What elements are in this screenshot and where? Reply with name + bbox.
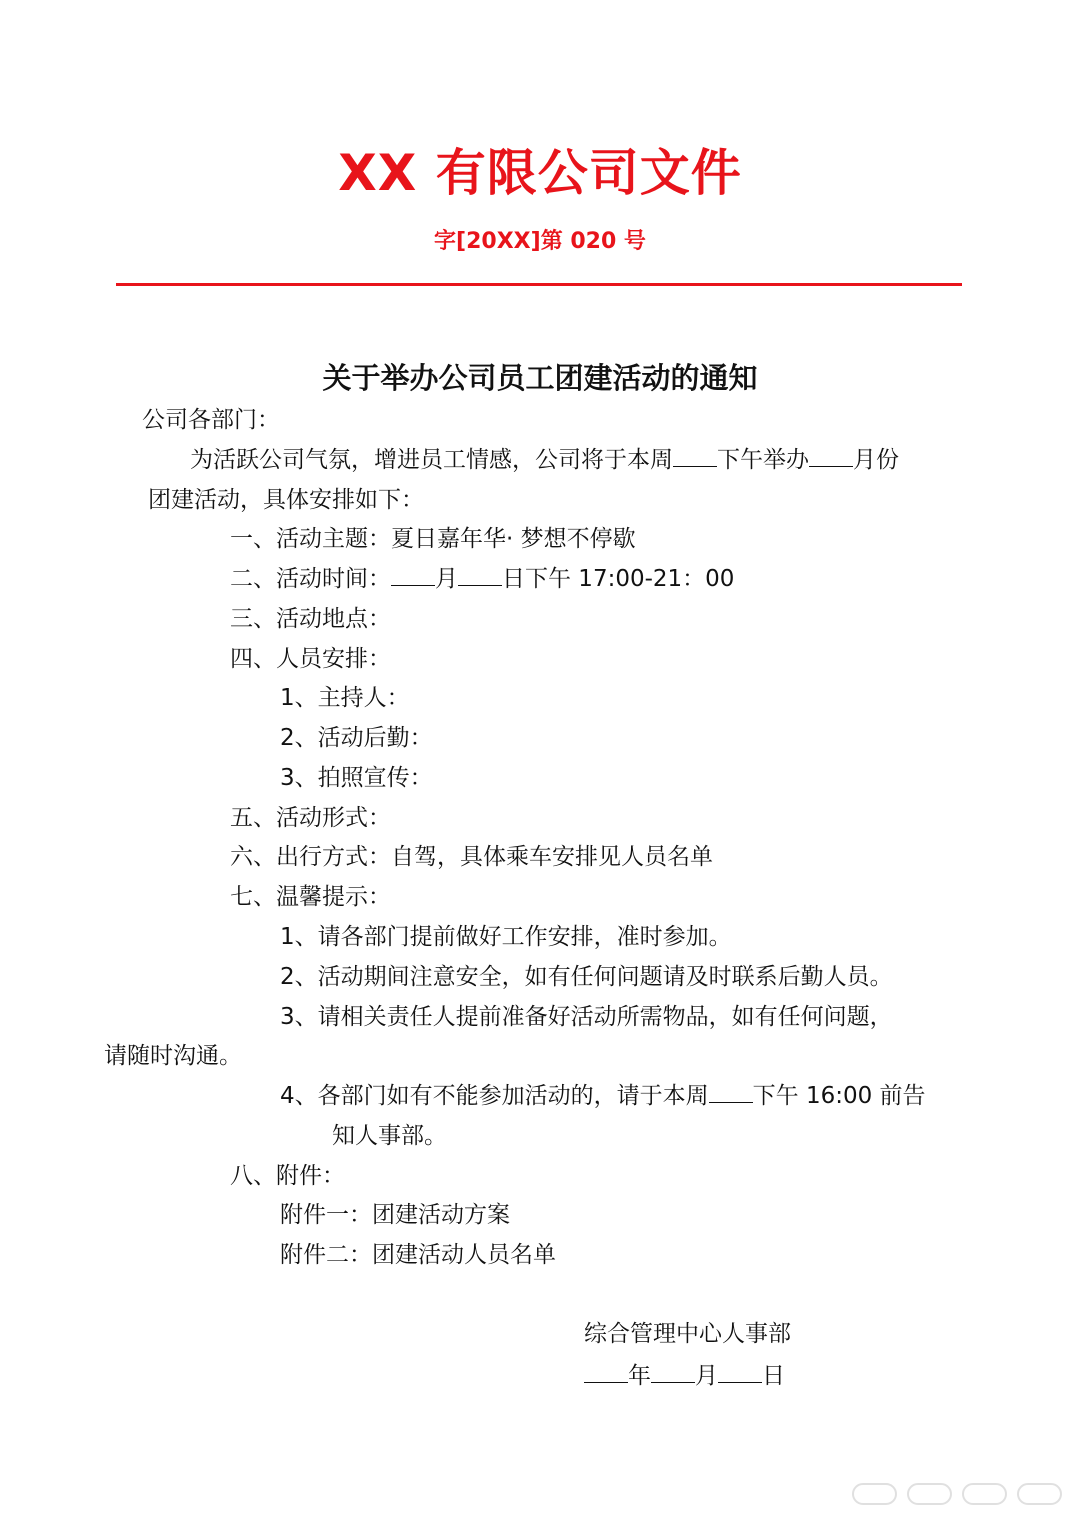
blank-weekday bbox=[673, 444, 717, 467]
tip-4-text-1: 4、各部门如有不能参加活动的，请于本周 bbox=[280, 1083, 709, 1109]
watermark-dot bbox=[962, 1483, 1007, 1505]
date-day-label: 日 bbox=[762, 1363, 785, 1389]
item-time bbox=[230, 563, 734, 595]
intro-line-2: 团建活动，具体安排如下： bbox=[148, 487, 424, 513]
blank-year bbox=[584, 1360, 628, 1383]
watermark-dot bbox=[1017, 1483, 1062, 1505]
item-tips: 七、温馨提示： bbox=[230, 884, 391, 910]
document-number: 字[20XX]第 020 号 bbox=[434, 229, 646, 254]
item-attachments: 八、附件： bbox=[230, 1163, 345, 1189]
item-staff-logistics: 2、活动后勤： bbox=[280, 725, 433, 751]
intro-text-3: 月份 bbox=[853, 447, 899, 473]
tip-3-line-2: 请随时沟通。 bbox=[104, 1043, 242, 1069]
item-form: 五、活动形式： bbox=[230, 805, 391, 831]
date-year-label: 年 bbox=[628, 1363, 651, 1389]
item-staff: 四、人员安排： bbox=[230, 646, 391, 672]
blank-sign-month bbox=[651, 1360, 695, 1383]
intro-text-2: 下午举办 bbox=[717, 447, 809, 473]
signature-department: 综合管理中心人事部 bbox=[584, 1321, 791, 1347]
date-month-label: 月 bbox=[695, 1363, 718, 1389]
blank-time-day bbox=[458, 563, 502, 586]
item-staff-host: 1、主持人： bbox=[280, 685, 410, 711]
company-document-title: XX 有限公司文件 bbox=[338, 144, 742, 202]
tip-4-line-2: 知人事部。 bbox=[332, 1123, 447, 1149]
intro-text-1: 为活跃公司气氛，增进员工情感，公司将于本周 bbox=[190, 447, 673, 473]
item-time-month: 月 bbox=[435, 566, 458, 592]
tip-2: 2、活动期间注意安全，如有任何问题请及时联系后勤人员。 bbox=[280, 964, 893, 990]
signature-date bbox=[584, 1360, 785, 1392]
attachment-2: 附件二：团建活动人员名单 bbox=[280, 1242, 556, 1268]
blank-time-month bbox=[391, 563, 435, 586]
blank-sign-day bbox=[718, 1360, 762, 1383]
item-travel: 六、出行方式：自驾，具体乘车安排见人员名单 bbox=[230, 844, 713, 870]
watermark-dot bbox=[907, 1483, 952, 1505]
item-place: 三、活动地点： bbox=[230, 606, 391, 632]
notice-title: 关于举办公司员工团建活动的通知 bbox=[322, 361, 758, 395]
item-staff-photo: 3、拍照宣传： bbox=[280, 765, 433, 791]
tip-3-line-1: 3、请相关责任人提前准备好活动所需物品，如有任何问题， bbox=[280, 1004, 893, 1030]
watermark-bar bbox=[852, 1483, 1062, 1505]
tip-4-line-1 bbox=[280, 1080, 926, 1112]
watermark-dot bbox=[852, 1483, 897, 1505]
salutation: 公司各部门： bbox=[142, 407, 280, 433]
attachment-1: 附件一：团建活动方案 bbox=[280, 1202, 510, 1228]
intro-line-1 bbox=[190, 444, 899, 476]
item-time-label: 二、活动时间： bbox=[230, 566, 391, 592]
item-theme: 一、活动主题：夏日嘉年华· 梦想不停歇 bbox=[230, 526, 636, 552]
tip-1: 1、请各部门提前做好工作安排，准时参加。 bbox=[280, 924, 732, 950]
item-time-rest: 日下午 17:00-21：00 bbox=[502, 566, 735, 592]
tip-4-text-2: 下午 16:00 前告 bbox=[752, 1083, 926, 1109]
red-divider bbox=[116, 283, 962, 286]
blank-tip4-weekday bbox=[709, 1080, 753, 1103]
blank-month bbox=[809, 444, 853, 467]
